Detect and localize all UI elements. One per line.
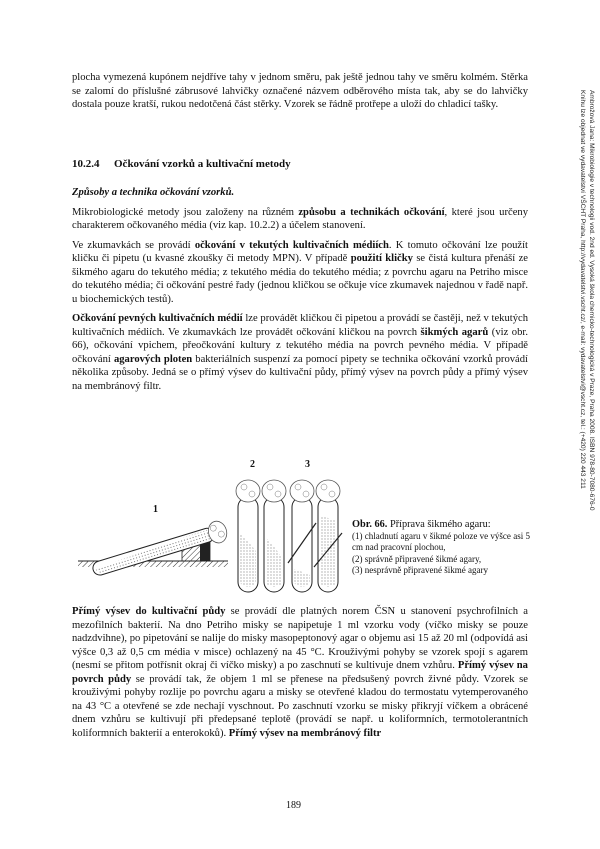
p3-bold-2: šikmých agarů bbox=[420, 326, 489, 338]
body-text-lower bbox=[72, 605, 528, 740]
p3-bold-3: agarových ploten bbox=[113, 353, 193, 365]
intro-text: plocha vymezená kupónem nejdříve tahy v jednom směru, pak ještě jednou tahy ve směru kolmém. Stěrka se zalomí do příslušné zábrusové lahvičky označené názvem odběrového místa tak, aby se do lahvičky dostala pouze kratší, rukou nedotčená část stěrky. Vzorek se řádně protřepe a uloží do chladicí tašky. bbox=[72, 72, 528, 110]
paragraph-2 bbox=[72, 239, 528, 307]
caption-rest: Příprava šikmého agaru: bbox=[387, 519, 491, 530]
p4-text-1: se provádí dle platných norem ČSN u stanovení psychrofilních a mezofilních bakterií. Na dno Petriho misky se napipetuje 1 ml vzorku vody (víčko misky se pouze nadzdvihne), po pipetování se nalije do misky masopeptonový agar o objemu asi 15 až 20 ml (odpovídá asi výšce 0,3 až 0,5 cm média v misce) ochlazený na 45 °C. Krouživými pohyby se vzorek spojí s agarem (nesmí se přitom potřísnit okraj či víčko misky) a po zaschnutí se kultivuje dnem vzhůru. bbox=[72, 606, 528, 671]
p4-bold-2: Přímý výsev na povrch půdy bbox=[72, 660, 528, 685]
p2-text-1: Ve zkumavkách se provádí bbox=[72, 239, 195, 251]
p3-bold-1: Očkování pevných kultivačních médií bbox=[72, 313, 243, 324]
section-title: Očkování vzorků a kultivační metody bbox=[114, 158, 291, 170]
paragraph-4 bbox=[72, 605, 528, 740]
p4-bold-3: Přímý výsev na membránový filtr bbox=[228, 727, 382, 739]
figure-label-3: 3 bbox=[305, 459, 310, 470]
section-number: 10.2.4 bbox=[72, 158, 100, 170]
p4-bold-1: Přímý výsev do kultivační půdy bbox=[72, 606, 226, 617]
incorrect-tube-b bbox=[314, 480, 342, 592]
figure-label-2: 2 bbox=[250, 459, 255, 470]
figure-label-1: 1 bbox=[153, 504, 158, 515]
p3-text-2: (viz obr. 66), očkování vpichem, přeočkování kultury z tekutého média na povrch pevného média. V případě očkování bbox=[72, 326, 528, 365]
figure-caption bbox=[352, 519, 530, 577]
p3-text-3: bakteriálních suspenzí za pomocí pipety se technika očkování vzorků provádí několika způsoby. Jedná se o přímý výsev do kultivační půdy, přímý výsev na povrch půdy a přímý výsev na membránový filtr. bbox=[72, 353, 528, 392]
p2-bold-1: očkování v tekutých kultivačních médiích bbox=[194, 239, 389, 251]
side-note-line-1: Ambrožová Jana: Mikrobiologie v technologii vod. 2nd ed. Vysoká škola chemicko-technologická v Praze, Praha 2008. ISBN 978-80-7080-676-0 bbox=[588, 90, 595, 511]
caption-title: Obr. 66. bbox=[352, 519, 388, 530]
p2-bold-2: použití kličky bbox=[350, 253, 413, 264]
p1-text-1: Mikrobiologické metody jsou založeny na různém bbox=[72, 206, 299, 218]
p1-text-2: , které jsou určeny charakterem očkovaného média (viz kap. 10.2.2) a účelem stanovení. bbox=[72, 206, 528, 231]
caption-item-2: (2) správně připravené šikmé agary, bbox=[352, 553, 482, 564]
side-note-line-2: Knihu lze objednat ve vydavatelství VŠCHT Praha, http://vydavatelstvi.vscht.cz/, e-mail: vydavatelstvi@vscht.cz, tel.: (+420) 220 443 211 bbox=[579, 90, 587, 489]
section-heading bbox=[72, 158, 291, 170]
subheading: Způsoby a technika očkování vzorků. bbox=[72, 187, 235, 198]
paragraph-1 bbox=[72, 206, 528, 233]
paragraph-3 bbox=[72, 312, 528, 393]
p2-text-3: se čistá kultura přenáší ze šikmého agaru do tekutého média; z tekutého média do tekutého média; z povrchu agaru na Petriho misce do tekutého média; či očkování pestré řady (jednou kličkou se očkuje více zkumavek najednou v řadě např. u biochemických testů). bbox=[72, 253, 528, 305]
incorrect-tube-a bbox=[288, 480, 316, 592]
p2-text-2: . K tomuto očkování lze použít kličku či pipetu (u kvasné zkoušky či metody MPN). V případě bbox=[72, 239, 528, 264]
page-number: 189 bbox=[286, 800, 301, 811]
p1-bold-1: způsobu a technikách očkování bbox=[298, 206, 445, 218]
intro-paragraph bbox=[72, 71, 528, 112]
caption-item-1: (1) chladnutí agaru v šikmé poloze ve výšce asi 5 cm nad pracovní plochou, bbox=[352, 530, 530, 553]
correct-tube-a bbox=[236, 480, 260, 592]
p4-text-2: se provádí tak, že objem 1 ml se přenese na předsušený povrch živné půdy. Vzorek se krouživými pohyby rozlije po povrchu agaru a misky se otevřené kladou do termostatu vytemperovaného na 43 °C a otevřené se zde nechají vyschnout. Po zaschnutí vzorku se misky přikryjí víčkem a obrácené dnem vzhůru se kultivují při předepsané teplotě (provádí se např. u koliformních, termotolerantních koliformních bakterií a enterokoků). bbox=[72, 673, 528, 739]
body-text-upper bbox=[72, 186, 528, 393]
caption-item-3: (3) nesprávně připravené šikmé agary bbox=[352, 565, 488, 576]
p3-text-1: lze provádět kličkou či pipetou a provádí se častěji, než v tekutých kultivačních médiích. Ve zkumavkách lze provádět očkování kličkou na povrch bbox=[72, 313, 528, 338]
slant-agar-illustration bbox=[78, 475, 350, 595]
side-margin-note bbox=[571, 90, 595, 570]
correct-tube-b bbox=[262, 480, 286, 592]
